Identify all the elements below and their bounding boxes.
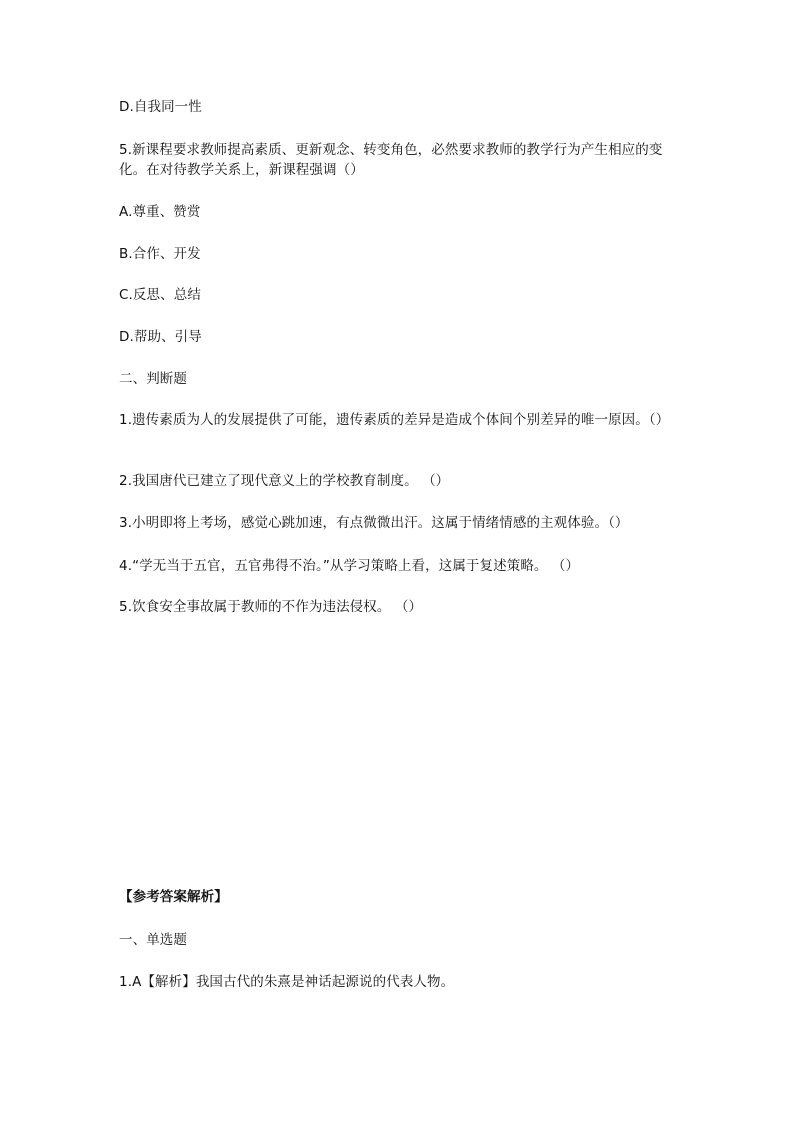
q5-option-d: D.帮助、引导 (119, 329, 202, 345)
q5-option-a: A.尊重、赞赏 (119, 204, 201, 220)
judge-q4: 4.“学无当于五官，五官弗得不治。”从学习策略上看，这属于复述策略。 （） (119, 558, 580, 574)
q5-stem: 5.新课程要求教师提高素质、更新观念、转变角色，必然要求教师的教学行为产生相应的变化。在对待教学关系上，新课程强调（） (119, 142, 663, 178)
answers-heading: 【参考答案解析】 (119, 889, 228, 905)
judge-q3: 3.小明即将上考场，感觉心跳加速，有点微微出汗。这属于情绪情感的主观体验。（） (119, 515, 629, 531)
answer-1: 1.A【解析】我国古代的朱熹是神话起源说的代表人物。 (119, 974, 455, 990)
q5-option-c: C.反思、总结 (119, 287, 201, 303)
judge-q2: 2.我国唐代已建立了现代意义上的学校教育制度。 （） (119, 473, 450, 489)
answers-section-heading: 一、单选题 (119, 932, 187, 948)
section-two-heading: 二、判断题 (119, 371, 187, 387)
q4-option-d: D.自我同一性 (119, 99, 202, 115)
judge-q1: 1.遗传素质为人的发展提供了可能，遗传素质的差异是造成个体间个别差异的唯一原因。（） (119, 412, 670, 428)
judge-q5: 5.饮食安全事故属于教师的不作为违法侵权。 （） (119, 599, 423, 615)
q5-option-b: B.合作、开发 (119, 246, 201, 262)
